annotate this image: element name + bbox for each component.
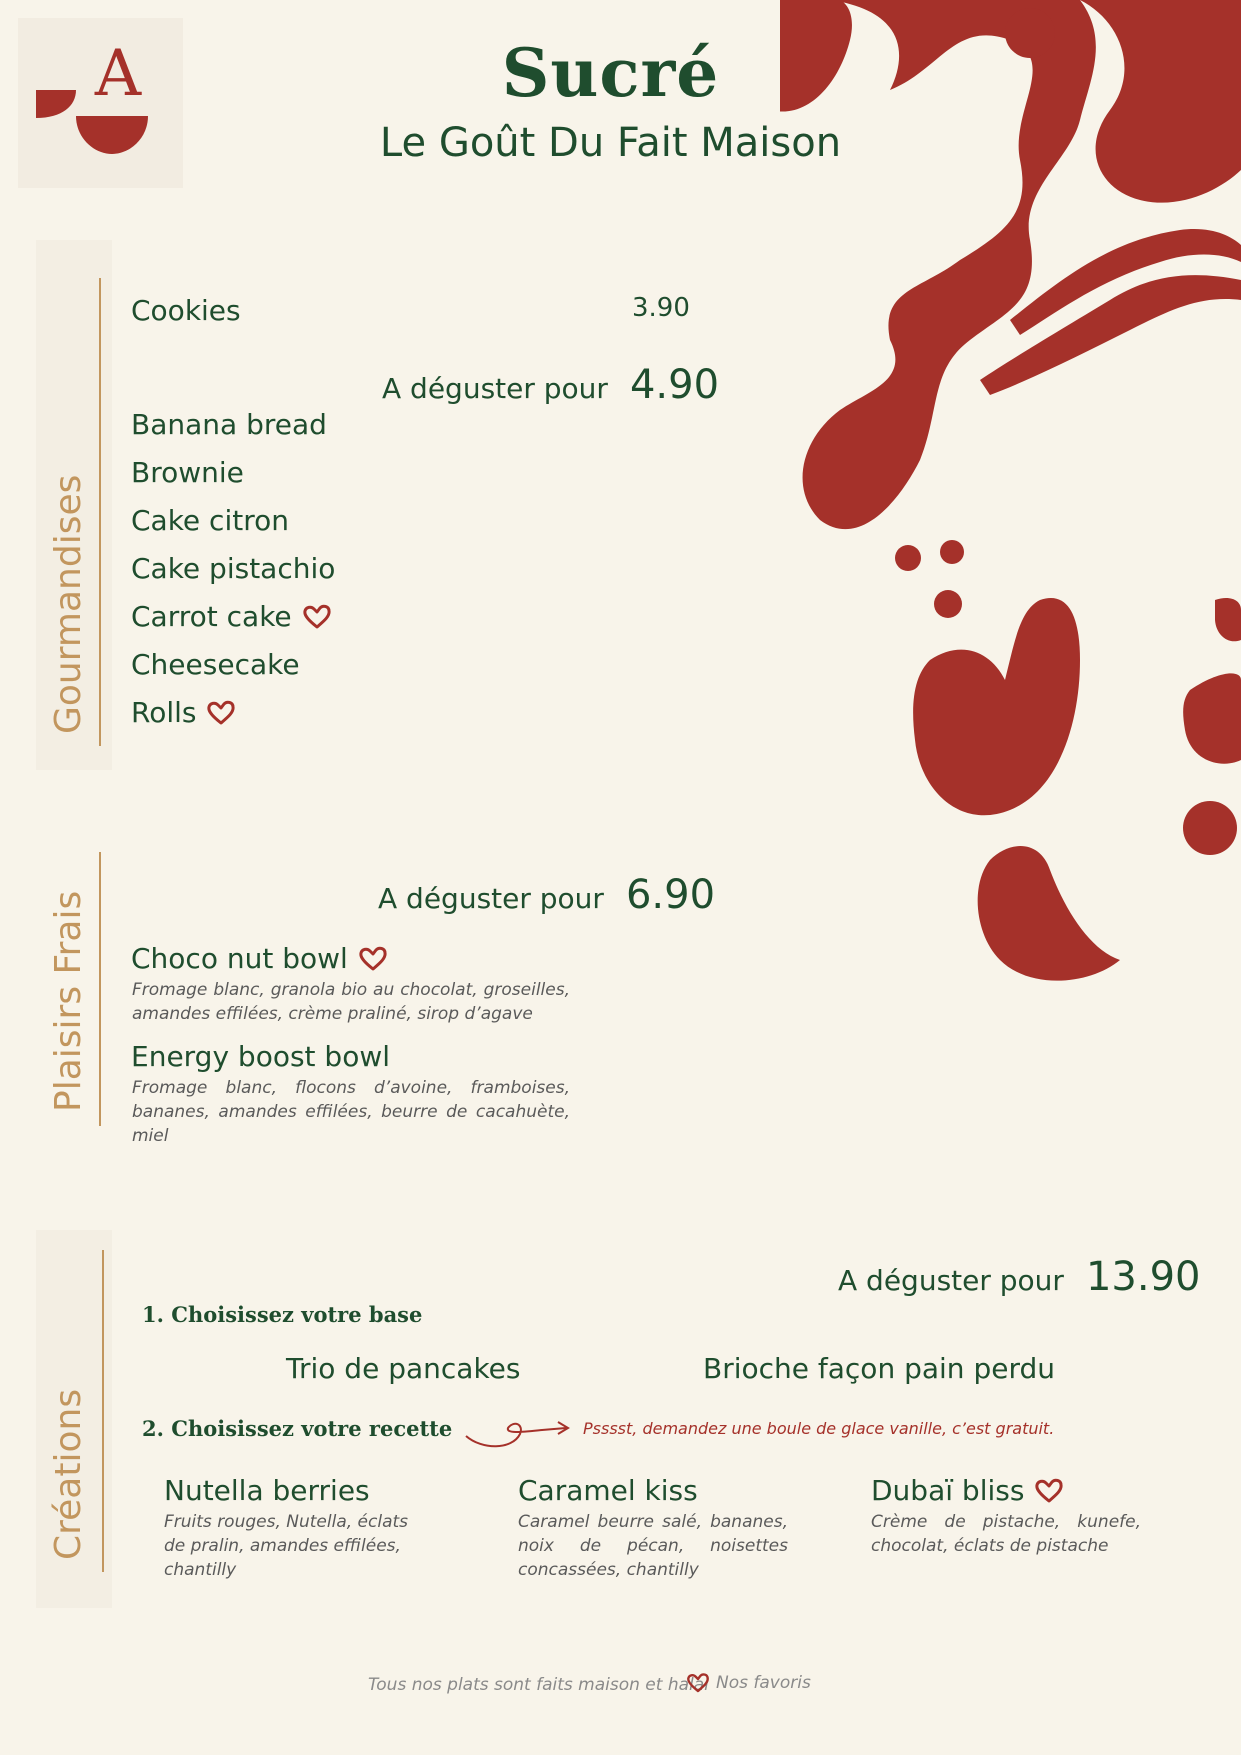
heart-icon (1034, 1478, 1064, 1504)
item-description: Fromage blanc, flocons d’avoine, framboises, bananes, amandes effilées, beurre de cacahuète, miel (132, 1078, 570, 1146)
item-price: 3.90 (632, 293, 690, 323)
section-label-gourmandises: Gourmandises (48, 474, 89, 734)
section-divider (102, 1250, 104, 1572)
step-choose-recipe: 2. Choisissez votre recette (142, 1416, 453, 1441)
item-name: Cake citron (131, 504, 289, 537)
item-name: Caramel kiss (518, 1474, 698, 1507)
recipe-dubai-bliss (871, 1474, 1064, 1507)
item-name: Nutella berries (164, 1474, 370, 1507)
group-price-plaisirs (378, 872, 715, 918)
item-name: Brownie (131, 456, 244, 489)
page-subtitle: Le Goût Du Fait Maison (379, 120, 842, 166)
heart-icon (302, 604, 332, 630)
group-price-gourmandises (382, 362, 719, 408)
section-divider (99, 278, 101, 746)
heart-icon (686, 1672, 710, 1694)
tip-note: Psssst, demandez une boule de glace vanille, c’est gratuit. (583, 1419, 1055, 1438)
item-name: Energy boost bowl (131, 1040, 391, 1073)
item-name: Choco nut bowl (131, 942, 348, 975)
section-label-plaisirs-frais: Plaisirs Frais (48, 890, 89, 1112)
item-name: Cookies (131, 294, 241, 327)
menu-item-cake-citron (131, 504, 289, 537)
menu-item-cake-pistachio (131, 552, 335, 585)
base-option: Brioche façon pain perdu (703, 1352, 1055, 1385)
section-divider (99, 852, 101, 1126)
group-price-creations (838, 1254, 1200, 1300)
group-price-label: A déguster pour (382, 372, 608, 405)
heart-icon (358, 946, 388, 972)
item-name: Cake pistachio (131, 552, 336, 585)
group-price-value: 13.90 (1085, 1254, 1201, 1300)
page-title: Sucré (501, 34, 720, 112)
step-choose-base: 1. Choisissez votre base (142, 1302, 423, 1327)
section-label-creations: Créations (48, 1388, 89, 1560)
group-price-value: 6.90 (625, 872, 716, 918)
base-option: Trio de pancakes (286, 1352, 521, 1385)
item-name: Carrot cake (131, 600, 292, 633)
recipe-caramel-kiss (518, 1474, 698, 1507)
menu-item-brownie (131, 456, 244, 489)
menu-item-carrot-cake (131, 600, 332, 633)
item-name: Rolls (131, 696, 197, 729)
item-description: Caramel beurre salé, bananes, noix de pécan, noisettes concassées, chantilly (518, 1512, 788, 1580)
arrow-icon (462, 1412, 574, 1452)
logo-letter: A (94, 37, 142, 111)
footer-legend (686, 1672, 811, 1694)
item-description: Fruits rouges, Nutella, éclats de pralin, amandes effilées, chantilly (164, 1512, 409, 1580)
menu-item-energy-boost-bowl (131, 1040, 390, 1073)
item-name: Cheesecake (131, 648, 300, 681)
item-name: Dubaï bliss (871, 1474, 1025, 1507)
menu-item-choco-nut-bowl (131, 942, 388, 975)
group-price-label: A déguster pour (838, 1264, 1064, 1297)
footer-note: Tous nos plats sont faits maison et halal (368, 1675, 709, 1695)
menu-item-cookies (131, 294, 241, 327)
item-name: Banana bread (131, 408, 327, 441)
group-price-label: A déguster pour (378, 882, 604, 915)
heart-icon (206, 700, 236, 726)
item-description: Fromage blanc, granola bio au chocolat, groseilles, amandes effilées, crème praliné, sirop d’agave (132, 980, 570, 1024)
footer-legend-label: Nos favoris (716, 1673, 811, 1693)
menu-item-rolls (131, 696, 236, 729)
menu-item-banana-bread (131, 408, 327, 441)
item-description: Crème de pistache, kunefe, chocolat, éclats de pistache (871, 1512, 1141, 1556)
recipe-nutella-berries (164, 1474, 370, 1507)
group-price-value: 4.90 (629, 362, 720, 408)
menu-item-cheesecake (131, 648, 300, 681)
